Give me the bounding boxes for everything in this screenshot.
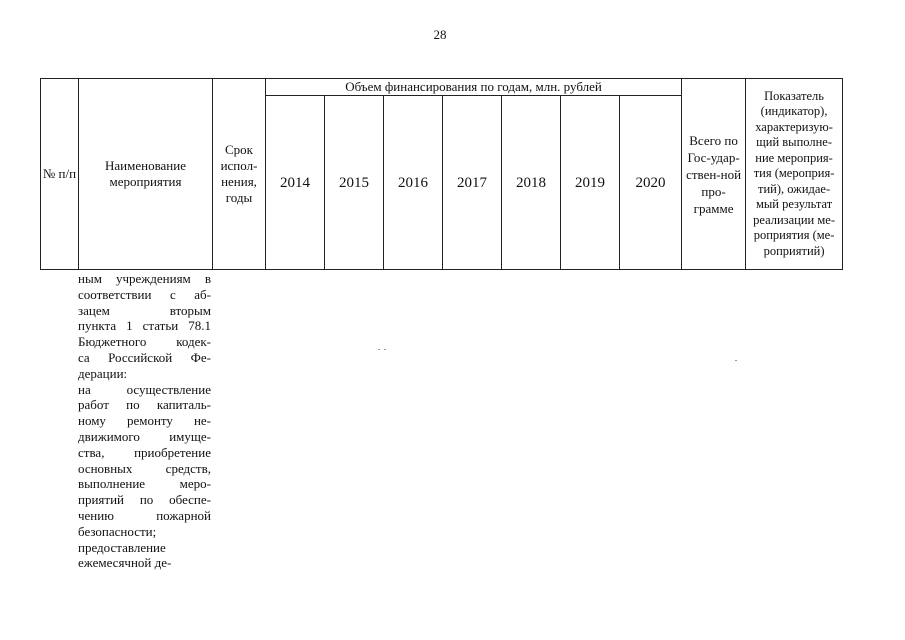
text-line: ному ремонту не-	[78, 413, 211, 429]
year-header-2017: 2017	[443, 96, 502, 270]
col-number-header: № п/п	[41, 79, 79, 270]
col-total-header: Всего по Гос-удар-ствен-ной про-грамме	[682, 79, 746, 270]
year-header-2018: 2018	[502, 96, 561, 270]
text-line: ства, приобретение	[78, 444, 211, 460]
text-line: соответствии с аб-	[78, 286, 211, 302]
year-header-2015: 2015	[325, 96, 384, 270]
col-term-header: Срок испол-нения, годы	[213, 79, 266, 270]
col-funding-header: Объем финансирования по годам, млн. рублей	[266, 79, 682, 96]
text-line: са Российской Фе-	[78, 349, 211, 365]
text-line: зацем вторым	[78, 302, 211, 318]
col-indicator-header: Показатель (индикатор), характеризую-щий выполне-ние мероприя-тия (мероприя-тий), ожидае-мый результат реализации ме-роприятия (ме-роприятий)	[746, 79, 843, 270]
text-line: пункта 1 статьи 78.1	[78, 318, 211, 334]
page-number: 28	[433, 27, 447, 42]
scan-speck	[384, 349, 386, 350]
text-line: предоставление	[78, 539, 166, 555]
continuation-text	[78, 271, 211, 571]
text-line: основных средств,	[78, 460, 211, 476]
text-line: безопасности;	[78, 523, 157, 539]
text-line: чению пожарной	[78, 507, 211, 523]
text-line: движимого имуще-	[78, 428, 211, 444]
text-line: дерации:	[78, 365, 128, 381]
scan-speck	[735, 360, 737, 361]
col-name-header: Наименование мероприятия	[79, 79, 213, 270]
scan-speck	[378, 349, 380, 350]
year-header-2020: 2020	[620, 96, 682, 270]
text-line: на осуществление	[78, 381, 211, 397]
text-line: Бюджетного кодек-	[78, 334, 211, 350]
year-header-2016: 2016	[384, 96, 443, 270]
text-line: выполнение меро-	[78, 476, 211, 492]
text-line: работ по капиталь-	[78, 397, 211, 413]
text-line: приятий по обеспе-	[78, 492, 211, 508]
year-header-2019: 2019	[561, 96, 620, 270]
year-header-2014: 2014	[266, 96, 325, 270]
text-line: ежемесячной де-	[78, 555, 172, 571]
program-table-header	[40, 78, 843, 270]
text-line: ным учреждениям в	[78, 271, 211, 286]
